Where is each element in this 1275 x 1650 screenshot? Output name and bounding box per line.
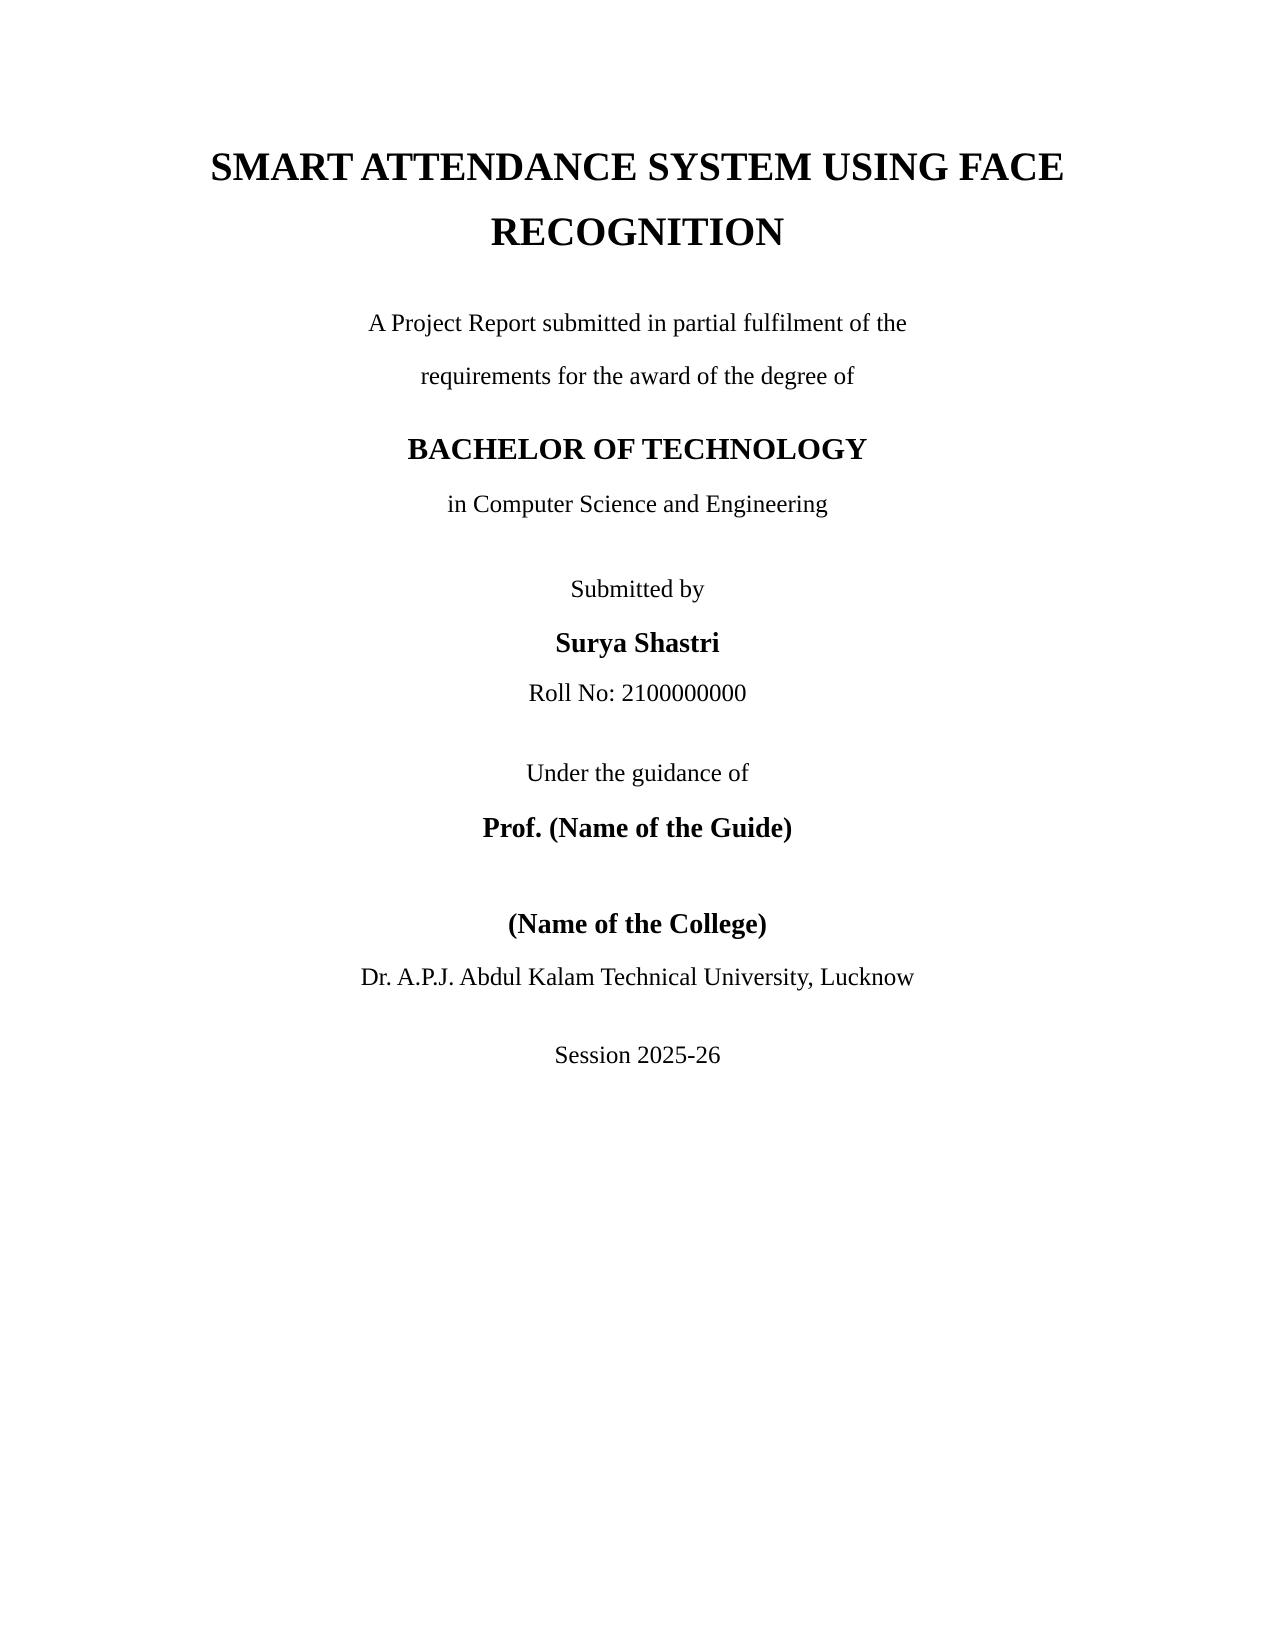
submitted-by-label: Submitted by	[570, 576, 705, 603]
college-name: (Name of the College)	[508, 909, 767, 940]
university-name: Dr. A.P.J. Abdul Kalam Technical University, Lucknow	[360, 964, 915, 991]
student-name: Surya Shastri	[555, 628, 720, 659]
session: Session 2025-26	[554, 1042, 721, 1069]
degree-name: BACHELOR OF TECHNOLOGY	[407, 431, 868, 466]
guide-name: Prof. (Name of the Guide)	[482, 813, 793, 844]
degree-branch: in Computer Science and Engineering	[447, 491, 828, 518]
report-title-line-2: RECOGNITION	[490, 209, 785, 254]
report-title-line-1: SMART ATTENDANCE SYSTEM USING FACE	[210, 144, 1065, 189]
intro-line-2: requirements for the award of the degree of	[420, 363, 855, 390]
intro-line-1: A Project Report submitted in partial fulfilment of the	[368, 310, 907, 337]
guidance-label: Under the guidance of	[526, 760, 749, 787]
roll-number: Roll No: 2100000000	[528, 680, 747, 707]
